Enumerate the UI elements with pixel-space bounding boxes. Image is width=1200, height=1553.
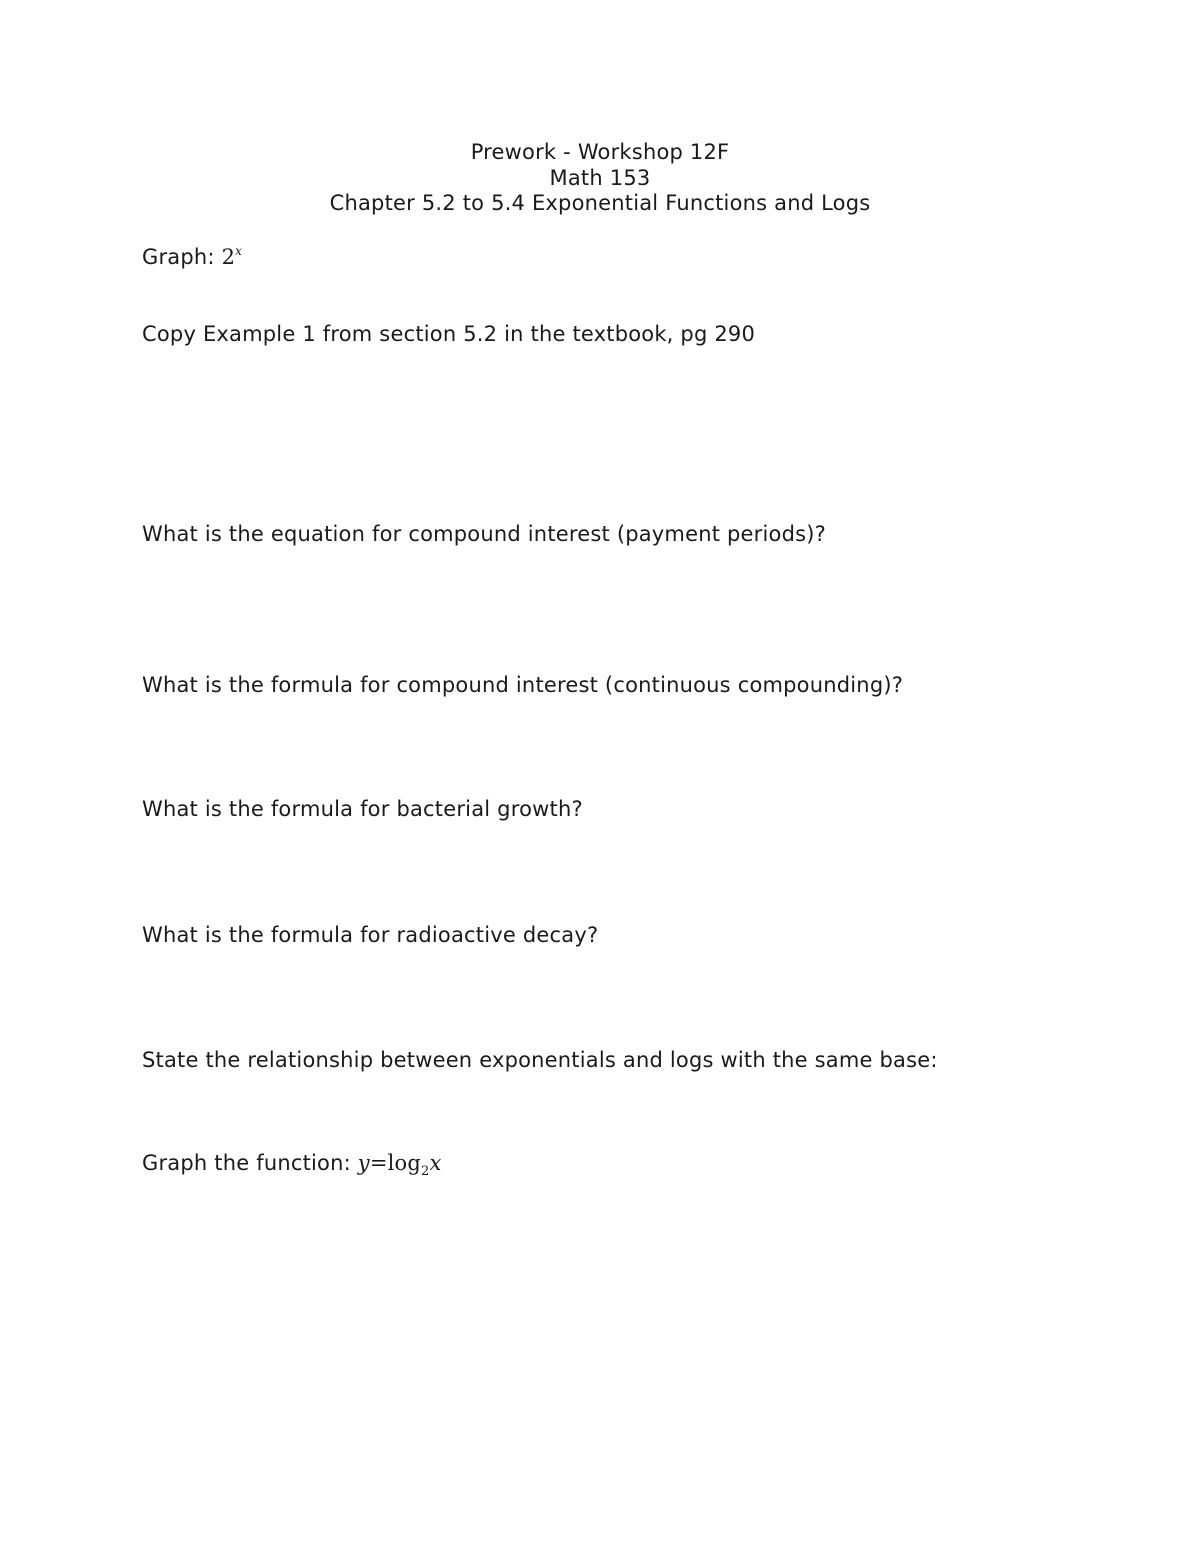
graph-prompt [142,244,242,269]
chapter-title: Chapter 5.2 to 5.4 Exponential Functions and Logs [329,191,871,215]
document-title: Prework - Workshop 12F [470,140,730,164]
compound-interest-payment-prompt: What is the equation for compound interest (payment periods)? [142,522,827,546]
course-name: Math 153 [549,165,651,190]
document-header [0,140,1200,217]
compound-interest-continuous-prompt: What is the formula for compound interest (continuous compounding)? [142,673,904,697]
function-y: y [357,1151,370,1175]
radioactive-decay-prompt: What is the formula for radioactive decay? [142,923,599,947]
exp-log-relationship-prompt: State the relationship between exponentials and logs with the same base: [142,1048,938,1072]
function-log: log [387,1151,422,1175]
copy-example-prompt: Copy Example 1 from section 5.2 in the textbook, pg 290 [142,322,756,346]
function-log-base: 2 [421,1164,430,1179]
bacterial-growth-prompt: What is the formula for bacterial growth? [142,797,583,821]
graph-label: Graph: [142,245,222,269]
function-equals: = [369,1151,388,1175]
function-x: x [429,1151,442,1175]
graph-base: 2 [221,245,236,269]
graph-function-prompt [142,1151,442,1179]
graph-exponent: x [235,244,243,258]
graph-function-label: Graph the function: [142,1151,358,1175]
